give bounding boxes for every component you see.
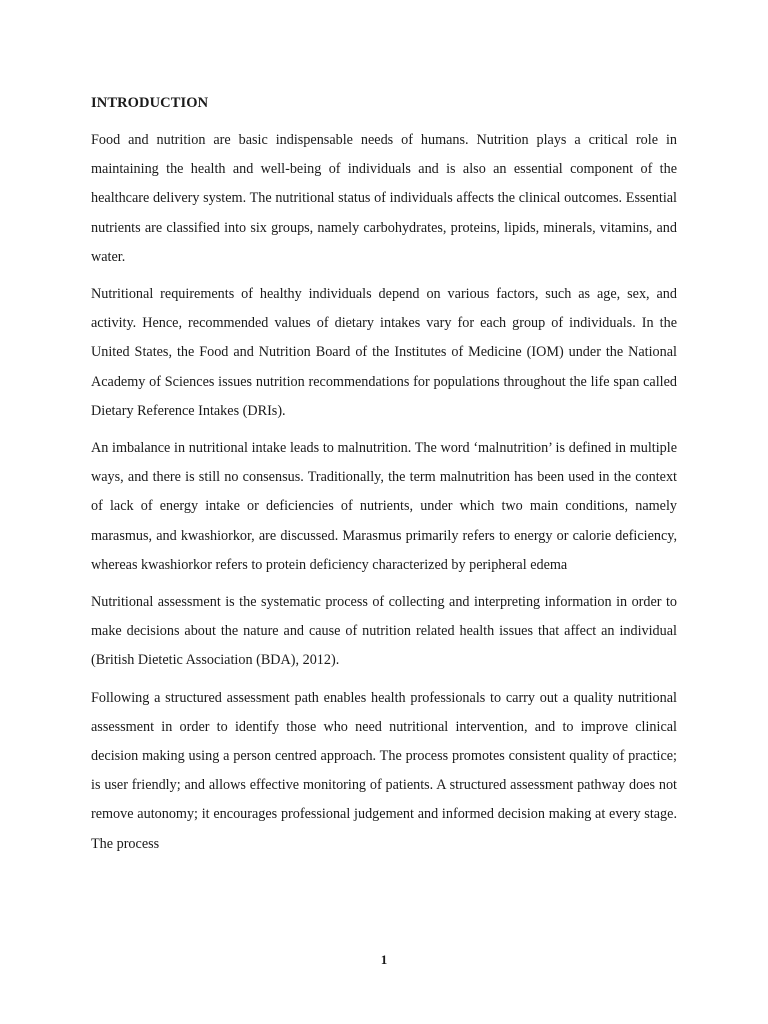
page-number: 1 [380,952,388,967]
page-content [91,92,677,867]
paragraph-nutritional-requirements: Nutritional requirements of healthy individuals depend on various factors, such as age, sex, and activity. Hence, recommended values of dietary intakes vary for each group of individuals. In the United States, the Food and Nutrition Board of the Institutes of Medicine (IOM) under the National Academy of Sciences issues nutrition recommendations for populations throughout the life span called Dietary Reference Intakes (DRIs). [91,286,677,419]
paragraph-malnutrition: An imbalance in nutritional intake leads to malnutrition. The word ‘malnutrition’ is defined in multiple ways, and there is still no consensus. Traditionally, the term malnutrition has been used in the context of lack of energy intake or deficiencies of nutrients, under which two main conditions, namely marasmus, and kwashiorkor, are discussed. Marasmus primarily refers to energy or calorie deficiency, whereas kwashiorkor refers to protein deficiency characterized by peripheral edema [91,440,677,573]
paragraph-nutritional-assessment: Nutritional assessment is the systematic process of collecting and interpreting information in order to make decisions about the nature and cause of nutrition related health issues that affect an individual (British Dietetic Association (BDA), 2012). [91,594,677,669]
paragraph-structured-assessment: Following a structured assessment path enables health professionals to carry out a quality nutritional assessment in order to identify those who need nutritional intervention, and to improve clinical decision making using a person centred approach. The process promotes consistent quality of practice; is user friendly; and allows effective monitoring of patients. A structured assessment pathway does not remove autonomy; it encourages professional judgement and informed decision making at every stage. The process [91,689,677,852]
section-heading: INTRODUCTION [91,95,209,111]
paragraph-food-and-nutrition: Food and nutrition are basic indispensable needs of humans. Nutrition plays a critical role in maintaining the health and well-being of individuals and is also an essential component of the healthcare delivery system. The nutritional status of individuals affects the clinical outcomes. Essential nutrients are classified into six groups, namely carbohydrates, proteins, lipids, minerals, vitamins, and water. [91,132,677,265]
